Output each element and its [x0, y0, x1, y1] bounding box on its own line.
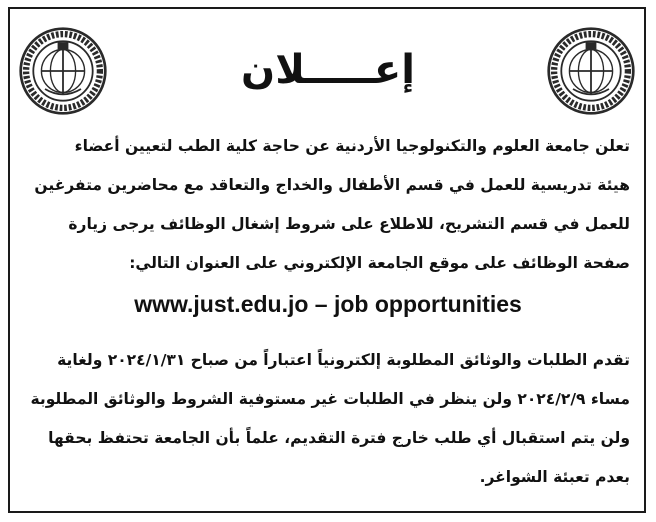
- paragraph-line: صفحة الوظائف على موقع الجامعة الإلكتروني على العنوان التالي:: [129, 254, 630, 272]
- jobs-url[interactable]: www.just.edu.jo – job opportunities: [134, 291, 522, 317]
- paragraph-line: مساء ٢٠٢٤/٢/٩ ولن ينظر في الطلبات غير مستوفية الشروط والوثائق المطلوبة: [30, 390, 630, 408]
- paragraph-line: بعدم تعبئة الشواغر.: [479, 468, 630, 486]
- university-seal-icon: [546, 26, 636, 116]
- announcement-paragraph-1: [26, 127, 630, 283]
- announcement-title: إعـــــلان: [241, 47, 415, 93]
- announcement-paragraph-2: [26, 341, 630, 497]
- paragraph-line: ولن يتم استقبال أي طلب خارج فترة التقديم، علماً بأن الجامعة تحتفظ بحقها: [48, 429, 630, 447]
- university-seal-icon: [18, 26, 108, 116]
- paragraph-line: تقدم الطلبات والوثائق المطلوبة إلكترونياً اعتباراً من صباح ٢٠٢٤/١/٣١ ولغاية: [57, 351, 630, 369]
- paragraph-line: هيئة تدريسية للعمل في قسم الأطفال والخداج والتعاقد مع محاضرين متفرغين: [34, 176, 630, 194]
- paragraph-line: تعلن جامعة العلوم والتكنولوجيا الأردنية عن حاجة كلية الطب لتعيين أعضاء: [74, 137, 630, 155]
- paragraph-line: للعمل في قسم التشريح، للاطلاع على شروط إشغال الوظائف يرجى زيارة: [68, 215, 630, 233]
